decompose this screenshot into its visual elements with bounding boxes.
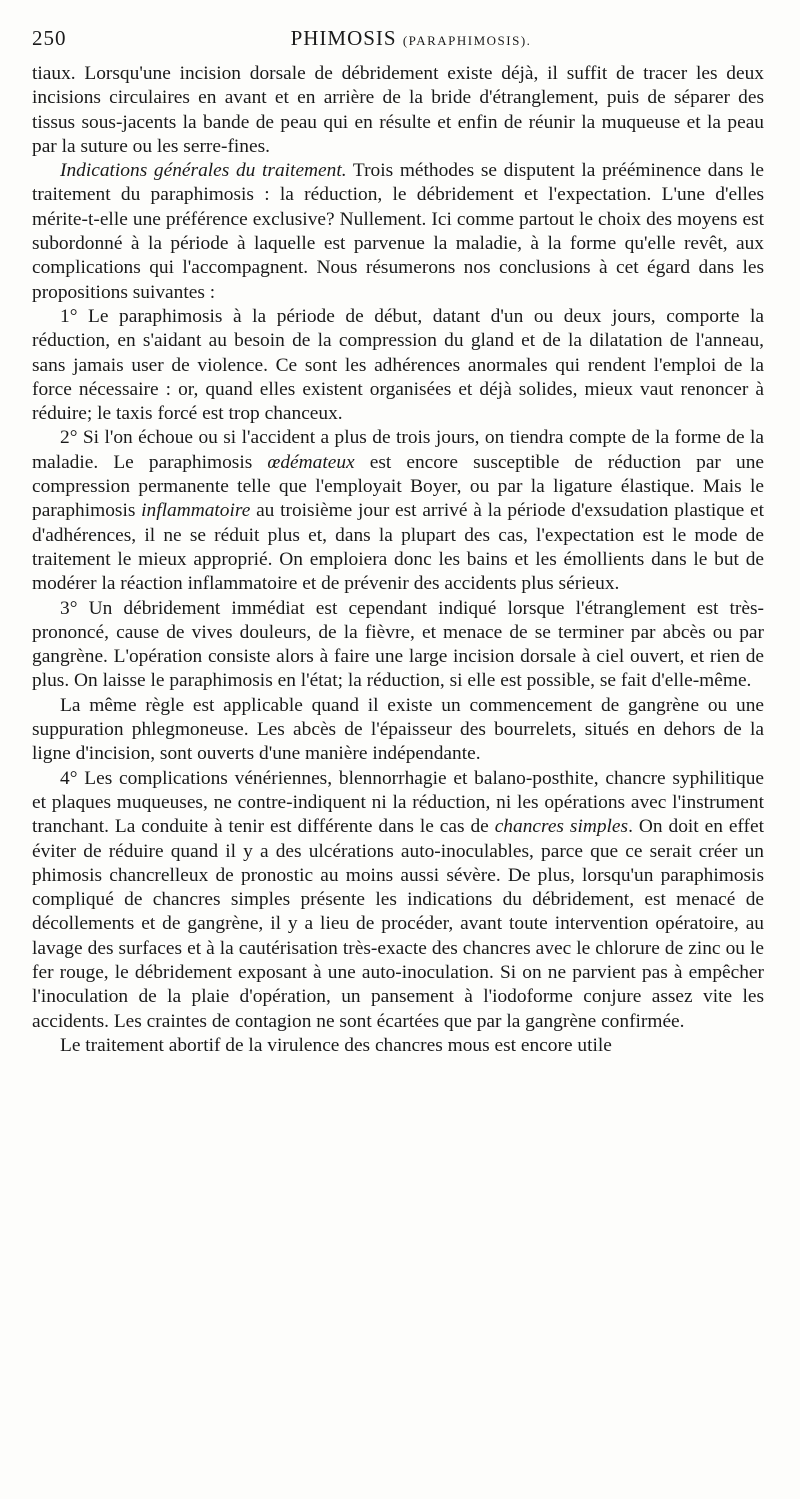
italic-text: chancres simples (494, 816, 629, 838)
paragraph (32, 62, 764, 159)
running-head-title: PHIMOSIS (290, 26, 397, 50)
italic-text: Indications générales du traitement. (60, 160, 347, 182)
paragraph (32, 305, 764, 426)
text-segment: 2° Si l'on échoue ou si l'accident a plus de trois jours, on tiendra compte de la forme de la maladie. Le paraphimosis (32, 427, 764, 473)
body-text (32, 62, 764, 1058)
text-segment: tiaux. Lorsqu'une incision dorsale de débridement existe déjà, il suffit de tracer les deux incisions circulaires en avant et en arrière de la bride d'étranglement, puis de séparer des tissus sous-jacents la bande de peau qui en résulte et enfin de réunir la muqueuse et la peau par la suture ou les serre-fines. (32, 63, 764, 157)
text-segment: au troisième jour est arrivé à la période d'exsudation plastique et d'adhérences, il ne se réduit plus et, dans la plupart des cas, l'expectation est le mode de traitement le mieux approprié. On emploiera donc les bains et les émollients dans le but de modérer la réaction inflammatoire et de prévenir des accidents plus sérieux. (32, 500, 764, 595)
text-segment: . On doit en effet éviter de réduire quand il y a des ulcérations auto-inoculables, parce que ce serait créer un phimosis chancrelleux de pronostic au moins aussi sévère. De plus, lorsqu'un paraphimosis compliqué de chancres simples présente les indications du débridement, est menacé de décollements et de gangrène, il y a lieu de procéder, avant toute intervention opératoire, au lavage des surfaces et à la cautérisation très-exacte des chancres avec le chlorure de zinc ou le fer rouge, le débridement exposant à une auto-inoculation. Si on ne parvient pas à empêcher l'inoculation de la plaie d'opération, un pansement à l'iodoforme conjure assez vite les accidents. Les craintes de contagion ne sont écartées que par la gangrène confirmée. (32, 816, 764, 1032)
paragraph (32, 597, 764, 694)
text-segment: est encore susceptible de réduction par une compression permanente telle que l'employait Boyer, ou par la ligature élastique. Mais le paraphimosis (32, 451, 764, 522)
text-segment: Le traitement abortif de la virulence des chancres mous est encore utile (60, 1034, 612, 1056)
italic-text: œdémateux (267, 451, 355, 473)
paragraph (32, 159, 764, 305)
page-header (32, 26, 760, 56)
page-number: 250 (32, 26, 67, 50)
paragraph (32, 426, 764, 596)
italic-text: inflammatoire (141, 500, 251, 522)
paragraph (32, 694, 764, 767)
running-head (32, 26, 760, 51)
paragraph (32, 767, 764, 1034)
text-segment: La même règle est applicable quand il existe un commencement de gangrène ou une suppuration phlegmoneuse. Les abcès de l'épaisseur des bourrelets, situés en dehors de la ligne d'incision, sont ouverts d'une manière indépendante. (32, 694, 764, 765)
paragraph (32, 1034, 764, 1058)
running-head-subtitle: (PARAPHIMOSIS). (402, 33, 532, 48)
text-segment: 4° Les complications vénériennes, blennorrhagie et balano-posthite, chancre syphilitique et plaques muqueuses, ne contre-indiquent ni la réduction, ni les opérations avec l'instrument tranchant. La conduite à tenir est différente dans le cas de (32, 767, 764, 838)
text-segment: Trois méthodes se disputent la prééminence dans le traitement du paraphimosis : la réduction, le débridement et l'expectation. L'une d'elles mérite-t-elle une préférence exclusive? Nullement. Ici comme partout le choix des moyens est subordonné à la période à laquelle est parvenue la maladie, à la forme qu'elle revêt, aux complications qui l'accompagnent. Nous résumerons nos conclusions à cet égard dans les propositions suivantes : (32, 160, 764, 303)
text-segment: 3° Un débridement immédiat est cependant indiqué lorsque l'étranglement est très-prononcé, cause de vives douleurs, de la fièvre, et menace de se terminer par abcès ou par gangrène. L'opération consiste alors à faire une large incision dorsale à ciel ouvert, et rien de plus. On laisse le paraphimosis en l'état; la réduction, si elle est possible, se fait d'elle-même. (32, 597, 764, 692)
text-segment: 1° Le paraphimosis à la période de début, datant d'un ou deux jours, comporte la réduction, en s'aidant au besoin de la compression du gland et de la dilatation de l'anneau, sans jamais user de violence. Ce sont les adhérences anormales qui rendent l'emploi de la force nécessaire : or, quand elles existent organisées et déjà solides, mieux vaut renoncer à réduire; le taxis forcé est trop chanceux. (32, 305, 764, 425)
